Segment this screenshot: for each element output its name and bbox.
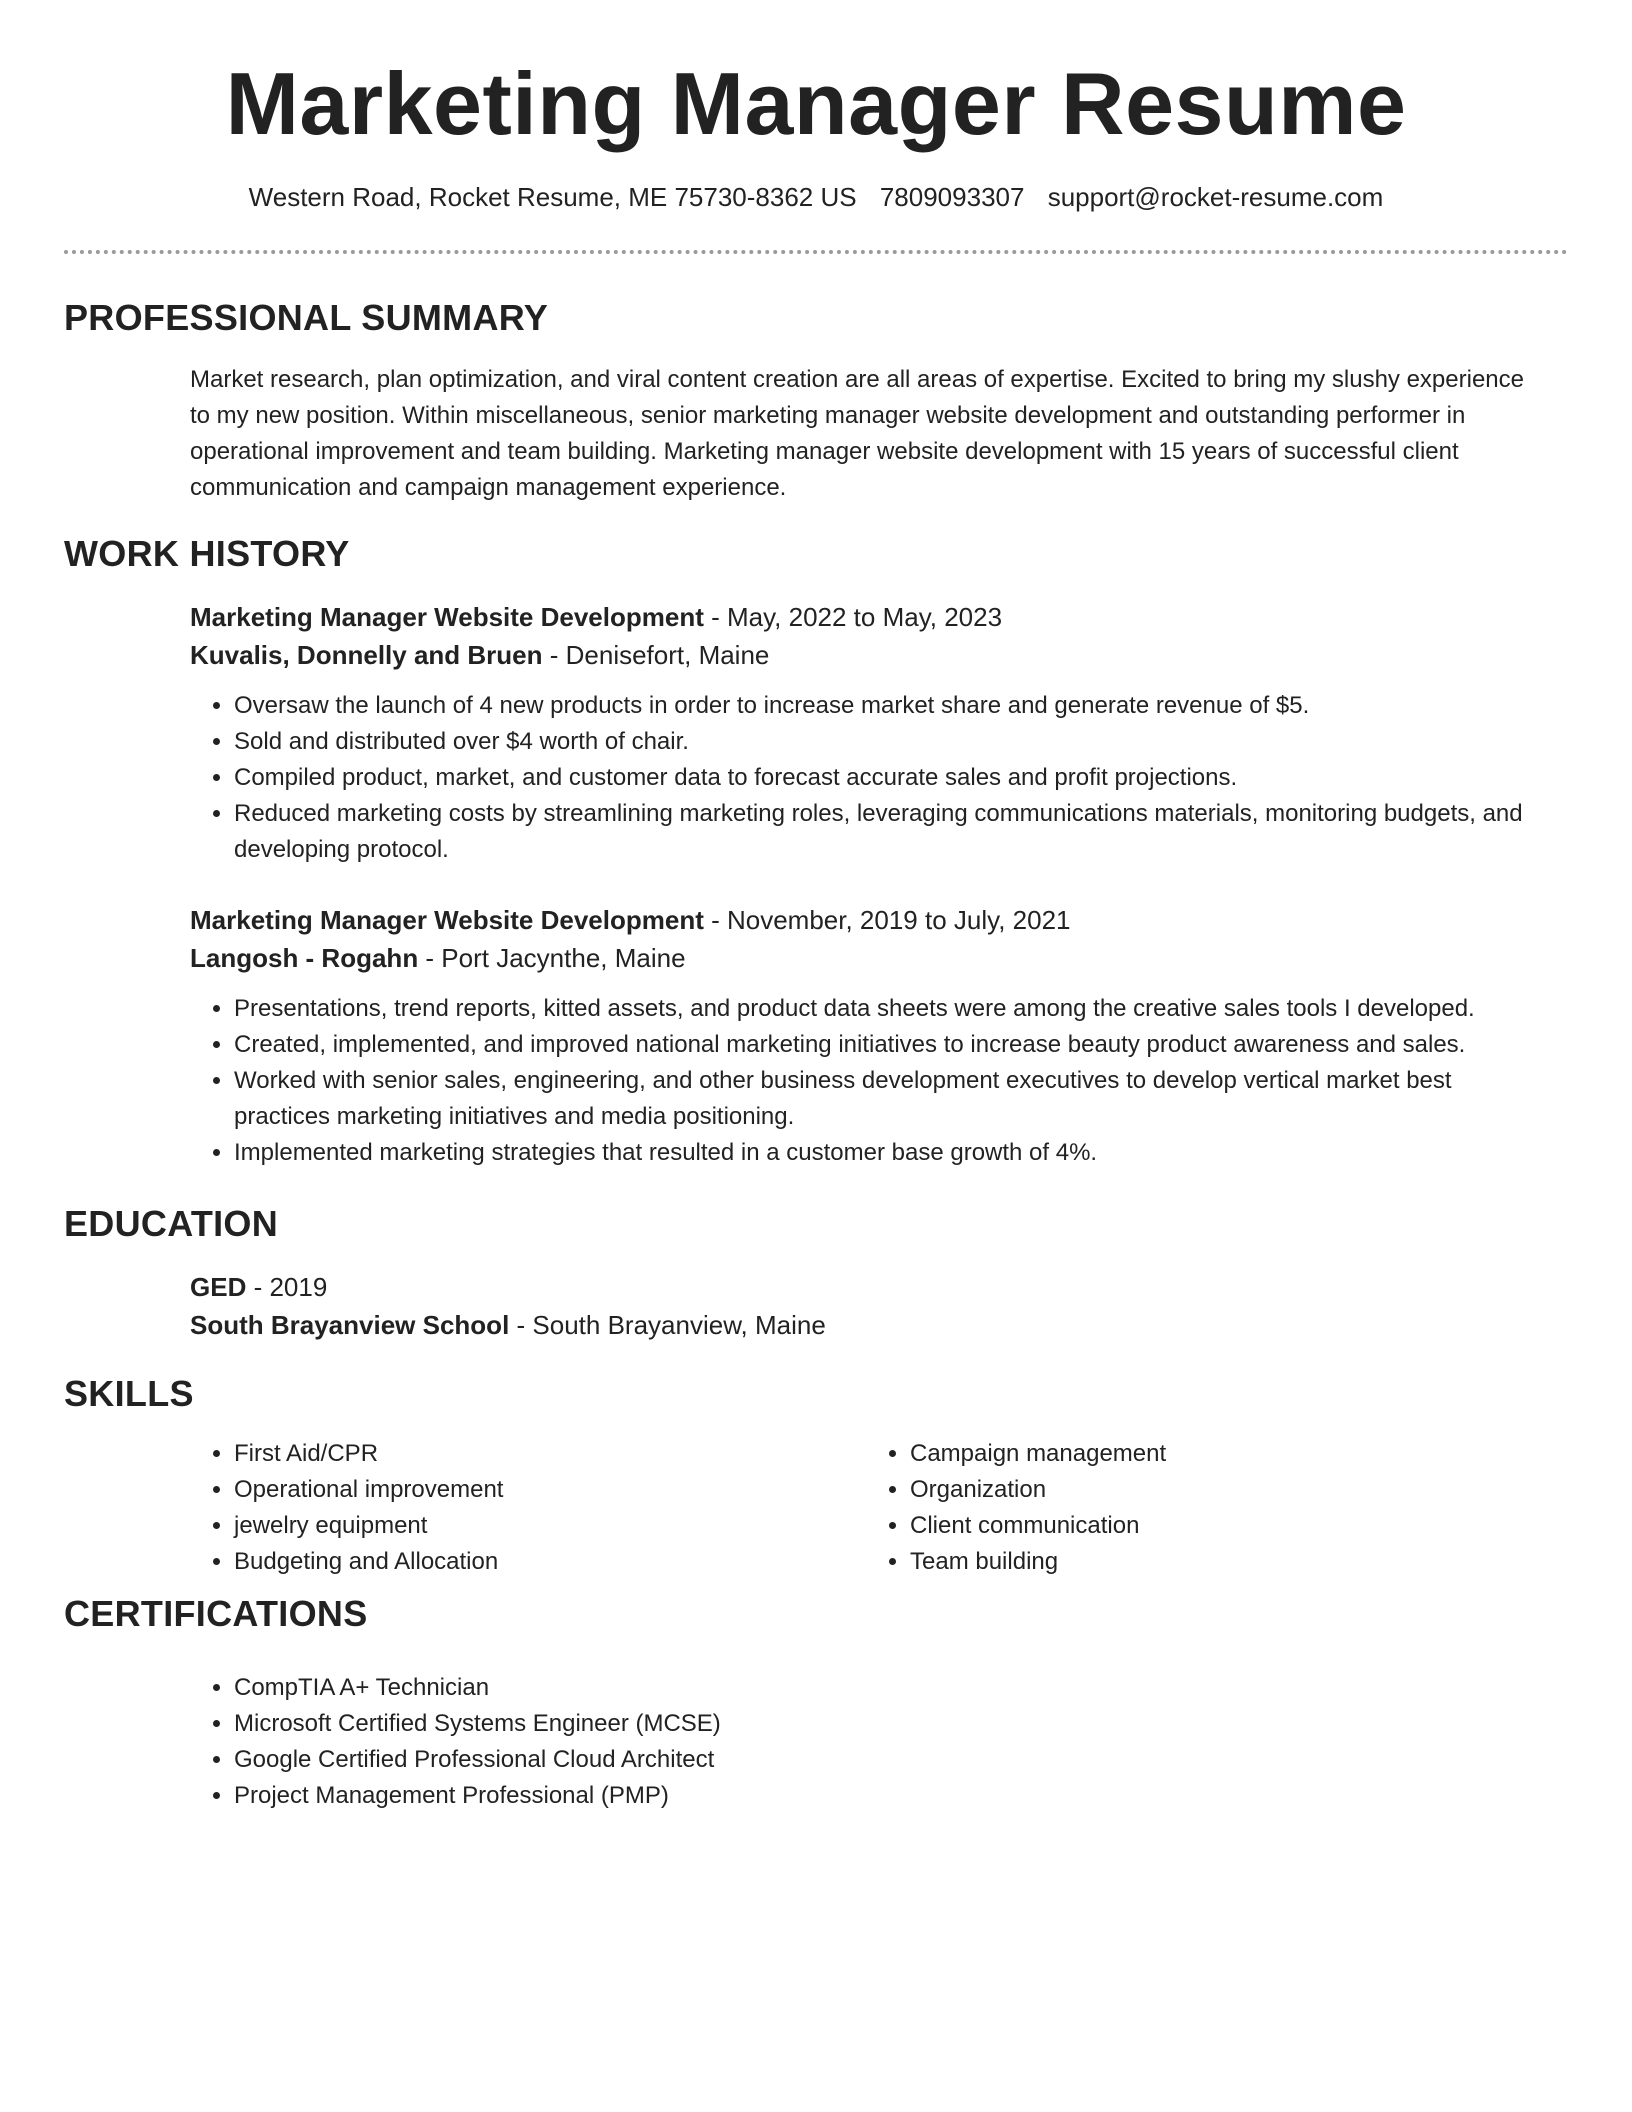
certifications-heading: CERTIFICATIONS <box>64 1593 368 1634</box>
education-entry <box>190 1268 1536 1344</box>
job-company: Kuvalis, Donnelly and Bruen <box>190 640 543 670</box>
contact-line <box>64 180 1568 214</box>
list-item: • Compiled product, market, and customer data to forecast accurate sales and profit projections. <box>234 760 1536 796</box>
job-dates: - November, 2019 to July, 2021 <box>703 905 1071 935</box>
job-dates: - May, 2022 to May, 2023 <box>703 602 1003 632</box>
list-item: • Budgeting and Allocation <box>234 1544 790 1580</box>
list-item: • Organization <box>910 1472 1466 1508</box>
work-history-heading: WORK HISTORY <box>64 533 350 574</box>
school-name: South Brayanview School <box>190 1310 510 1340</box>
list-item: • Google Certified Professional Cloud Architect <box>234 1742 1536 1778</box>
list-item: • Oversaw the launch of 4 new products in order to increase market share and generate revenue of $5. <box>234 688 1536 724</box>
job-company-line <box>190 636 1536 674</box>
skills-column-right <box>866 1436 1466 1580</box>
list-item: • Reduced marketing costs by streamlining marketing roles, leveraging communications materials, monitoring budgets, and developing protocol. <box>234 796 1536 868</box>
list-item: • Implemented marketing strategies that resulted in a customer base growth of 4%. <box>234 1135 1536 1171</box>
education-heading: EDUCATION <box>64 1203 279 1244</box>
job-location: - Denisefort, Maine <box>542 640 770 670</box>
job-entry <box>190 901 1536 1171</box>
email: support@rocket-resume.com <box>1047 182 1384 212</box>
list-item: • Project Management Professional (PMP) <box>234 1778 1536 1814</box>
school-location: - South Brayanview, Maine <box>509 1310 826 1340</box>
certifications-list <box>190 1670 1536 1814</box>
school-line <box>190 1306 1536 1344</box>
skills-list <box>866 1436 1466 1580</box>
skills-list <box>190 1436 790 1580</box>
list-item: • Presentations, trend reports, kitted assets, and product data sheets were among the creative sales tools I developed. <box>234 991 1536 1027</box>
job-location: - Port Jacynthe, Maine <box>418 943 686 973</box>
list-item: • CompTIA A+ Technician <box>234 1670 1536 1706</box>
list-item: • jewelry equipment <box>234 1508 790 1544</box>
job-title-line <box>190 901 1536 939</box>
header-divider <box>64 250 1568 254</box>
phone: 7809093307 <box>879 182 1025 212</box>
job-company-line <box>190 939 1536 977</box>
summary-text: Market research, plan optimization, and viral content creation are all areas of expertise. Excited to bring my slushy experience to my new position. Within miscellaneous, senior marketing manager website development and outstanding performer in operational improvement and team building. Marketing manager website development with 15 years of successful client communication and campaign management experience. <box>190 366 1524 501</box>
list-item: • Microsoft Certified Systems Engineer (MCSE) <box>234 1706 1536 1742</box>
list-item: • Operational improvement <box>234 1472 790 1508</box>
job-title: Marketing Manager Website Development <box>190 602 704 632</box>
list-item: • Campaign management <box>910 1436 1466 1472</box>
job-title: Marketing Manager Website Development <box>190 905 704 935</box>
job-entry <box>190 598 1536 868</box>
page-title: Marketing Manager Resume <box>225 54 1407 153</box>
certifications-entry <box>190 1670 1536 1814</box>
degree: GED <box>190 1272 247 1302</box>
job-title-line <box>190 598 1536 636</box>
degree-line <box>190 1268 1536 1306</box>
summary-heading: PROFESSIONAL SUMMARY <box>64 297 549 338</box>
degree-year: - 2019 <box>246 1272 328 1302</box>
job-bullets <box>190 688 1536 868</box>
list-item: • First Aid/CPR <box>234 1436 790 1472</box>
skills-heading: SKILLS <box>64 1373 194 1414</box>
list-item: • Worked with senior sales, engineering, and other business development executives to develop vertical market best practices marketing initiatives and media positioning. <box>234 1063 1536 1135</box>
job-bullets <box>190 991 1536 1171</box>
skills-column-left <box>190 1436 790 1580</box>
list-item: • Team building <box>910 1544 1466 1580</box>
list-item: • Client communication <box>910 1508 1466 1544</box>
list-item: • Sold and distributed over $4 worth of chair. <box>234 724 1536 760</box>
address: Western Road, Rocket Resume, ME 75730-8362 US <box>248 182 857 212</box>
list-item: • Created, implemented, and improved national marketing initiatives to increase beauty product awareness and sales. <box>234 1027 1536 1063</box>
job-company: Langosh - Rogahn <box>190 943 419 973</box>
